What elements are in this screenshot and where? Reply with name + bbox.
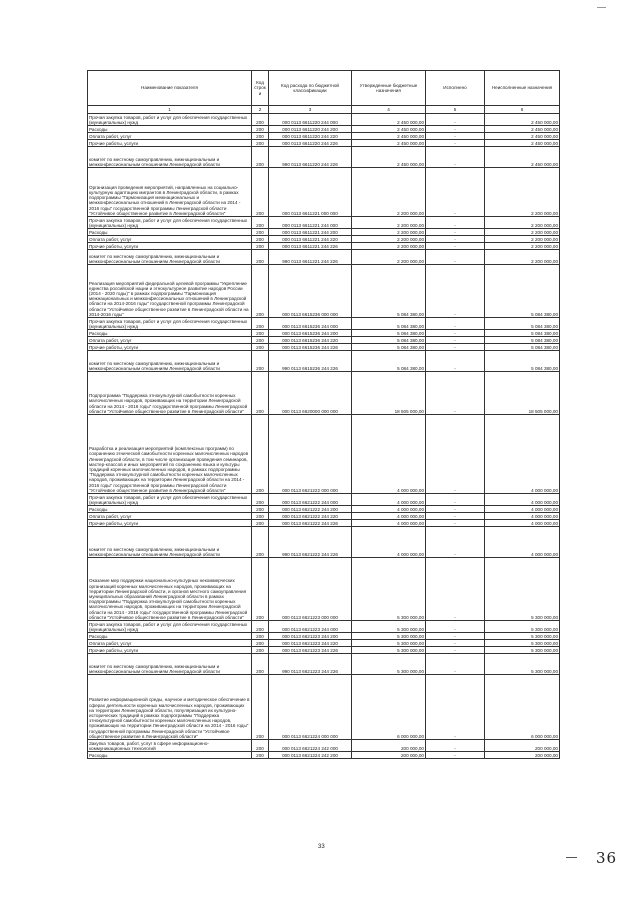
row-line-code: 200 — [252, 520, 269, 527]
table-row — [88, 640, 560, 647]
row-budget-code: 990 0113 6611220 244 226 — [269, 147, 352, 168]
row-approved: 2 450 000,00 — [352, 126, 426, 133]
row-executed: - — [426, 494, 485, 506]
row-remaining: 200 000,00 — [485, 752, 560, 759]
row-line-code: 200 — [252, 372, 269, 415]
table-row — [88, 506, 560, 513]
row-line-code: 200 — [252, 675, 269, 740]
row-budget-code: 000 0113 6615236 244 000 — [269, 318, 352, 330]
row-remaining: 4 000 000,00 — [485, 506, 560, 513]
row-approved: 5 084 380,00 — [352, 351, 426, 372]
table-row — [88, 337, 560, 344]
row-executed: - — [426, 558, 485, 621]
row-line-code: 200 — [252, 351, 269, 372]
row-budget-code: 000 0113 6611221 244 220 — [269, 236, 352, 243]
column-number: 2 — [252, 106, 269, 114]
row-remaining: 5 300 000,00 — [485, 647, 560, 654]
table-header-row — [88, 71, 560, 106]
row-line-code: 200 — [252, 243, 269, 250]
row-executed: - — [426, 265, 485, 318]
row-remaining: 200 000,00 — [485, 740, 560, 752]
row-line-code: 200 — [252, 229, 269, 236]
row-line-code: 200 — [252, 513, 269, 520]
table-row — [88, 114, 560, 126]
row-budget-code: 000 0113 6621222 244 220 — [269, 513, 352, 520]
row-name: Прочие работы, услуги — [88, 520, 252, 527]
row-name: Расходы — [88, 330, 252, 337]
table-row — [88, 318, 560, 330]
row-executed: - — [426, 640, 485, 647]
row-budget-code: 000 0113 6621223 244 220 — [269, 640, 352, 647]
table-row — [88, 740, 560, 752]
row-budget-code: 000 0113 6611220 244 200 — [269, 126, 352, 133]
row-line-code: 200 — [252, 494, 269, 506]
row-budget-code: 000 0113 6621222 000 000 — [269, 415, 352, 494]
row-remaining: 6 000 000,00 — [485, 675, 560, 740]
row-approved: 2 450 000,00 — [352, 114, 426, 126]
row-remaining: 5 084 380,00 — [485, 351, 560, 372]
row-budget-code: 000 0113 6621223 244 200 — [269, 633, 352, 640]
row-line-code: 200 — [252, 250, 269, 265]
row-name: Расходы — [88, 633, 252, 640]
row-remaining: 5 300 000,00 — [485, 621, 560, 633]
row-line-code: 200 — [252, 236, 269, 243]
header-executed: Исполнено — [426, 71, 485, 106]
table-row — [88, 330, 560, 337]
column-number: 1 — [88, 106, 252, 114]
row-remaining: 2 450 000,00 — [485, 147, 560, 168]
row-approved: 2 450 000,00 — [352, 133, 426, 140]
row-executed: - — [426, 372, 485, 415]
table-row — [88, 265, 560, 318]
row-approved: 2 200 000,00 — [352, 217, 426, 229]
header-approved: Утвержденные бюджетные назначения — [352, 71, 426, 106]
row-approved: 6 000 000,00 — [352, 675, 426, 740]
row-name: Оплата работ, услуг — [88, 236, 252, 243]
row-remaining: 4 000 000,00 — [485, 520, 560, 527]
table-row — [88, 168, 560, 217]
row-budget-code: 000 0113 6615236 244 226 — [269, 344, 352, 351]
column-number: 6 — [485, 106, 560, 114]
row-line-code: 200 — [252, 140, 269, 147]
row-remaining: 2 200 000,00 — [485, 229, 560, 236]
table-row — [88, 133, 560, 140]
row-remaining: 5 300 000,00 — [485, 654, 560, 675]
scan-mark-bottom — [566, 857, 577, 858]
row-budget-code: 000 0113 6611221 244 226 — [269, 243, 352, 250]
row-name: Прочая закупка товаров, работ и услуг для обеспечения государственных (муниципальных) нужд — [88, 114, 252, 126]
row-executed: - — [426, 654, 485, 675]
row-name: Организация проведения мероприятий, направленных на социально-культурную адаптацию мигрантов в Ленинградской области, в рамках подпрограммы "Гармонизация межнациональных и межконфессиональных отношений в Ленинградской области на 2014 - 2016 годы" государственной программы Ленинградской области "Устойчивое общественное развитие в Ленинградской области" — [88, 168, 252, 217]
row-line-code: 200 — [252, 633, 269, 640]
table-row — [88, 752, 560, 759]
row-executed: - — [426, 415, 485, 494]
row-executed: - — [426, 647, 485, 654]
row-executed: - — [426, 520, 485, 527]
row-executed: - — [426, 740, 485, 752]
row-line-code: 200 — [252, 415, 269, 494]
row-remaining: 4 000 000,00 — [485, 513, 560, 520]
row-line-code: 200 — [252, 647, 269, 654]
budget-table — [87, 70, 560, 759]
row-line-code: 200 — [252, 330, 269, 337]
row-name: Реализация мероприятий федеральной целевой программы "Укрепление единства российской нации и этнокультурное развитие народов России (2014 - 2020 годы)" в рамках подпрограммы "Гармонизация межнациональных и межконфессиональных отношений в Ленинградской области на 2014-2016 годы" государственной программы Ленинградской области "Устойчивое общественное развитие в Ленинградской области на 2014-2016 годы" — [88, 265, 252, 318]
row-budget-code: 000 0113 6621222 244 200 — [269, 506, 352, 513]
table-row — [88, 243, 560, 250]
row-remaining: 2 200 000,00 — [485, 250, 560, 265]
column-number: 5 — [426, 106, 485, 114]
row-line-code: 200 — [252, 318, 269, 330]
row-budget-code: 000 0113 6621223 244 000 — [269, 621, 352, 633]
row-approved: 5 300 000,00 — [352, 654, 426, 675]
row-line-code: 200 — [252, 217, 269, 229]
table-row — [88, 147, 560, 168]
row-remaining: 5 300 000,00 — [485, 558, 560, 621]
table-row — [88, 513, 560, 520]
row-approved: 5 084 380,00 — [352, 344, 426, 351]
row-remaining: 18 505 000,00 — [485, 372, 560, 415]
row-remaining: 2 450 000,00 — [485, 140, 560, 147]
row-name: Прочая закупка товаров, работ и услуг для обеспечения государственных (муниципальных) нужд — [88, 621, 252, 633]
row-budget-code: 000 0113 6621224 242 000 — [269, 740, 352, 752]
row-remaining: 5 084 380,00 — [485, 330, 560, 337]
row-approved: 200 000,00 — [352, 740, 426, 752]
table-row — [88, 558, 560, 621]
row-executed: - — [426, 243, 485, 250]
row-name: Расходы — [88, 126, 252, 133]
row-budget-code: 000 0113 6611221 000 000 — [269, 168, 352, 217]
row-line-code: 200 — [252, 740, 269, 752]
row-remaining: 5 300 000,00 — [485, 633, 560, 640]
row-remaining: 5 084 380,00 — [485, 318, 560, 330]
table-row — [88, 126, 560, 133]
row-name: Прочие работы, услуги — [88, 647, 252, 654]
table-row — [88, 229, 560, 236]
row-line-code: 200 — [252, 265, 269, 318]
row-name: Прочие работы, услуги — [88, 140, 252, 147]
row-name: Расходы — [88, 752, 252, 759]
row-line-code: 200 — [252, 147, 269, 168]
row-name: Прочие работы, услуги — [88, 344, 252, 351]
scan-mark-top — [597, 7, 606, 8]
row-approved: 2 450 000,00 — [352, 147, 426, 168]
row-remaining: 2 450 000,00 — [485, 133, 560, 140]
row-executed: - — [426, 351, 485, 372]
row-budget-code: 000 0113 6621223 000 000 — [269, 558, 352, 621]
row-line-code: 200 — [252, 752, 269, 759]
row-budget-code: 000 0113 6615236 244 220 — [269, 337, 352, 344]
row-budget-code: 000 0113 6611221 244 000 — [269, 217, 352, 229]
row-approved: 2 200 000,00 — [352, 250, 426, 265]
table-row — [88, 654, 560, 675]
row-line-code: 200 — [252, 126, 269, 133]
row-line-code: 200 — [252, 337, 269, 344]
row-name: Оказание мер поддержки национально-культурных некоммерческих организаций коренных малочисленных народов, проживающих на территории Ленинградской области, и органов местного самоуправления муниципальных образований Ленинградской области в рамках подпрограммы "Поддержка этнокультурной самобытности коренных малочисленных народов, проживающих на территории Ленинградской области на 2014 - 2016 годы" государственной программы Ленинградской области "Устойчивое общественное развитие в Ленинградской области" — [88, 558, 252, 621]
row-approved: 4 000 000,00 — [352, 520, 426, 527]
column-number-row — [88, 106, 560, 114]
row-remaining: 4 000 000,00 — [485, 527, 560, 558]
row-executed: - — [426, 250, 485, 265]
row-approved: 2 200 000,00 — [352, 229, 426, 236]
row-executed: - — [426, 126, 485, 133]
row-line-code: 200 — [252, 527, 269, 558]
header-budget-code: Код расхода по бюджетной классификации — [269, 71, 352, 106]
row-name: Оплата работ, услуг — [88, 640, 252, 647]
row-name: Оплата работ, услуг — [88, 337, 252, 344]
row-budget-code: 000 0113 6621222 244 226 — [269, 520, 352, 527]
row-budget-code: 990 0113 6615236 244 226 — [269, 351, 352, 372]
table-row — [88, 372, 560, 415]
row-approved: 5 084 380,00 — [352, 337, 426, 344]
row-budget-code: 990 0113 6621223 244 226 — [269, 654, 352, 675]
table-row — [88, 415, 560, 494]
row-line-code: 200 — [252, 133, 269, 140]
row-name: Закупка товаров, работ, услуг в сфере информационно-коммуникационных технологий — [88, 740, 252, 752]
row-approved: 4 000 000,00 — [352, 494, 426, 506]
row-budget-code: 000 0113 6620000 000 000 — [269, 372, 352, 415]
row-approved: 5 300 000,00 — [352, 640, 426, 647]
row-executed: - — [426, 133, 485, 140]
row-line-code: 200 — [252, 344, 269, 351]
row-name: комитет по местному самоуправлению, межнациональным и межконфессиональным отношениям Ленинградской области — [88, 351, 252, 372]
row-name: Развитие информационной среды, научное и методическое обеспечение в сферах деятельности коренных малочисленных народов, проживающих на территории Ленинградской области, популяризация их культурно-исторических традиций в рамках подпрограммы "Поддержка этнокультурной самобытности коренных малочисленных народов, проживающих на территории Ленинградской области на 2014 - 2016 годы" государственной программы Ленинградской области "Устойчивое общественное развитие в Ленинградской области" — [88, 675, 252, 740]
row-name: Прочая закупка товаров, работ и услуг для обеспечения государственных (муниципальных) нужд — [88, 318, 252, 330]
table-body — [88, 114, 560, 759]
row-approved: 4 000 000,00 — [352, 527, 426, 558]
table-row — [88, 527, 560, 558]
row-approved: 2 200 000,00 — [352, 243, 426, 250]
row-line-code: 200 — [252, 114, 269, 126]
handwritten-sheet-number: 36 — [596, 849, 618, 867]
row-approved: 5 300 000,00 — [352, 558, 426, 621]
header-line-code: Код строки — [252, 71, 269, 106]
header-remaining: Неисполненные назначения — [485, 71, 560, 106]
row-name: комитет по местному самоуправлению, межнациональным и межконфессиональным отношениям Ленинградской области — [88, 147, 252, 168]
row-name: Прочая закупка товаров, работ и услуг для обеспечения государственных (муниципальных) нужд — [88, 494, 252, 506]
row-name: комитет по местному самоуправлению, межнациональным и межконфессиональным отношениям Ленинградской области — [88, 654, 252, 675]
row-name: Прочая закупка товаров, работ и услуг для обеспечения государственных (муниципальных) нужд — [88, 217, 252, 229]
row-name: Расходы — [88, 229, 252, 236]
row-budget-code: 000 0113 6611220 244 220 — [269, 133, 352, 140]
row-remaining: 4 000 000,00 — [485, 494, 560, 506]
row-approved: 4 000 000,00 — [352, 415, 426, 494]
row-name: комитет по местному самоуправлению, межнациональным и межконфессиональным отношениям Ленинградской области — [88, 250, 252, 265]
row-line-code: 200 — [252, 640, 269, 647]
table-row — [88, 217, 560, 229]
row-executed: - — [426, 236, 485, 243]
row-line-code: 200 — [252, 654, 269, 675]
row-remaining: 2 200 000,00 — [485, 217, 560, 229]
row-approved: 2 200 000,00 — [352, 236, 426, 243]
row-approved: 18 505 000,00 — [352, 372, 426, 415]
row-budget-code: 000 0113 6611220 244 000 — [269, 114, 352, 126]
page-number: 33 — [318, 844, 325, 850]
table-row — [88, 633, 560, 640]
row-remaining: 2 200 000,00 — [485, 243, 560, 250]
row-approved: 5 300 000,00 — [352, 621, 426, 633]
row-name: комитет по местному самоуправлению, межнациональным и межконфессиональным отношениям Ленинградской области — [88, 527, 252, 558]
row-executed: - — [426, 147, 485, 168]
row-line-code: 200 — [252, 168, 269, 217]
row-approved: 200 000,00 — [352, 752, 426, 759]
row-executed: - — [426, 621, 485, 633]
table-row — [88, 647, 560, 654]
row-budget-code: 000 0113 6621222 244 000 — [269, 494, 352, 506]
row-approved: 4 000 000,00 — [352, 513, 426, 520]
row-executed: - — [426, 752, 485, 759]
table-row — [88, 140, 560, 147]
row-budget-code: 000 0113 6611221 244 200 — [269, 229, 352, 236]
budget-execution-sheet — [87, 70, 559, 759]
row-executed: - — [426, 318, 485, 330]
row-remaining: 5 300 000,00 — [485, 640, 560, 647]
row-executed: - — [426, 344, 485, 351]
table-row — [88, 675, 560, 740]
row-name: Оплата работ, услуг — [88, 513, 252, 520]
table-row — [88, 494, 560, 506]
column-number: 4 — [352, 106, 426, 114]
row-line-code: 200 — [252, 621, 269, 633]
row-remaining: 5 084 380,00 — [485, 265, 560, 318]
row-name: Разработка и реализация мероприятий (комплексных программ) по сохранению этнической самобытности коренных малочисленных народов Ленинградской области, в том числе организация проведения семинаров, мастер-классов и иных мероприятий по сохранению языка и культуры традиций коренных малочисленных народов, в рамках подпрограммы "Поддержка этнокультурной самобытности коренных малочисленных народов, проживающих на территории Ленинградской области на 2014 - 2016 годы" государственной программы Ленинградской области "Устойчивое общественное развитие в Ленинградской области" — [88, 415, 252, 494]
table-row — [88, 250, 560, 265]
row-budget-code: 000 0113 6611220 244 226 — [269, 140, 352, 147]
table-row — [88, 520, 560, 527]
row-executed: - — [426, 513, 485, 520]
row-approved: 5 084 380,00 — [352, 318, 426, 330]
table-row — [88, 236, 560, 243]
row-executed: - — [426, 114, 485, 126]
row-remaining: 2 450 000,00 — [485, 126, 560, 133]
row-executed: - — [426, 633, 485, 640]
row-executed: - — [426, 527, 485, 558]
table-row — [88, 351, 560, 372]
row-remaining: 2 200 000,00 — [485, 236, 560, 243]
row-approved: 5 300 000,00 — [352, 633, 426, 640]
table-row — [88, 621, 560, 633]
row-executed: - — [426, 506, 485, 513]
column-number: 3 — [269, 106, 352, 114]
row-budget-code: 000 0113 6621224 000 000 — [269, 675, 352, 740]
row-executed: - — [426, 675, 485, 740]
row-budget-code: 990 0113 6621222 244 226 — [269, 527, 352, 558]
row-executed: - — [426, 337, 485, 344]
row-approved: 5 084 380,00 — [352, 330, 426, 337]
row-line-code: 200 — [252, 558, 269, 621]
row-approved: 4 000 000,00 — [352, 506, 426, 513]
row-budget-code: 000 0113 6615236 244 200 — [269, 330, 352, 337]
row-name: Расходы — [88, 506, 252, 513]
row-executed: - — [426, 229, 485, 236]
row-budget-code: 990 0113 6611221 244 226 — [269, 250, 352, 265]
row-name: Прочие работы, услуги — [88, 243, 252, 250]
row-remaining: 5 084 380,00 — [485, 337, 560, 344]
row-approved: 5 300 000,00 — [352, 647, 426, 654]
row-budget-code: 000 0113 6621224 242 200 — [269, 752, 352, 759]
row-executed: - — [426, 140, 485, 147]
row-executed: - — [426, 217, 485, 229]
row-budget-code: 000 0113 6621223 244 226 — [269, 647, 352, 654]
row-executed: - — [426, 330, 485, 337]
row-remaining: 4 000 000,00 — [485, 415, 560, 494]
row-line-code: 200 — [252, 506, 269, 513]
row-budget-code: 000 0113 6615236 000 000 — [269, 265, 352, 318]
row-remaining: 5 084 380,00 — [485, 344, 560, 351]
row-approved: 2 450 000,00 — [352, 140, 426, 147]
row-approved: 2 200 000,00 — [352, 168, 426, 217]
header-indicator-name: Наименование показателя — [88, 71, 252, 106]
row-name: Оплата работ, услуг — [88, 133, 252, 140]
row-remaining: 2 200 000,00 — [485, 168, 560, 217]
row-remaining: 2 450 000,00 — [485, 114, 560, 126]
table-row — [88, 344, 560, 351]
row-approved: 5 084 380,00 — [352, 265, 426, 318]
row-name: Подпрограмма "Поддержка этнокультурной самобытности коренных малочисленных народов, проживающих на территории Ленинградской области на 2014 - 2016 годы" государственной программы Ленинградской области "Устойчивое общественное развитие в Ленинградской области" — [88, 372, 252, 415]
row-executed: - — [426, 168, 485, 217]
